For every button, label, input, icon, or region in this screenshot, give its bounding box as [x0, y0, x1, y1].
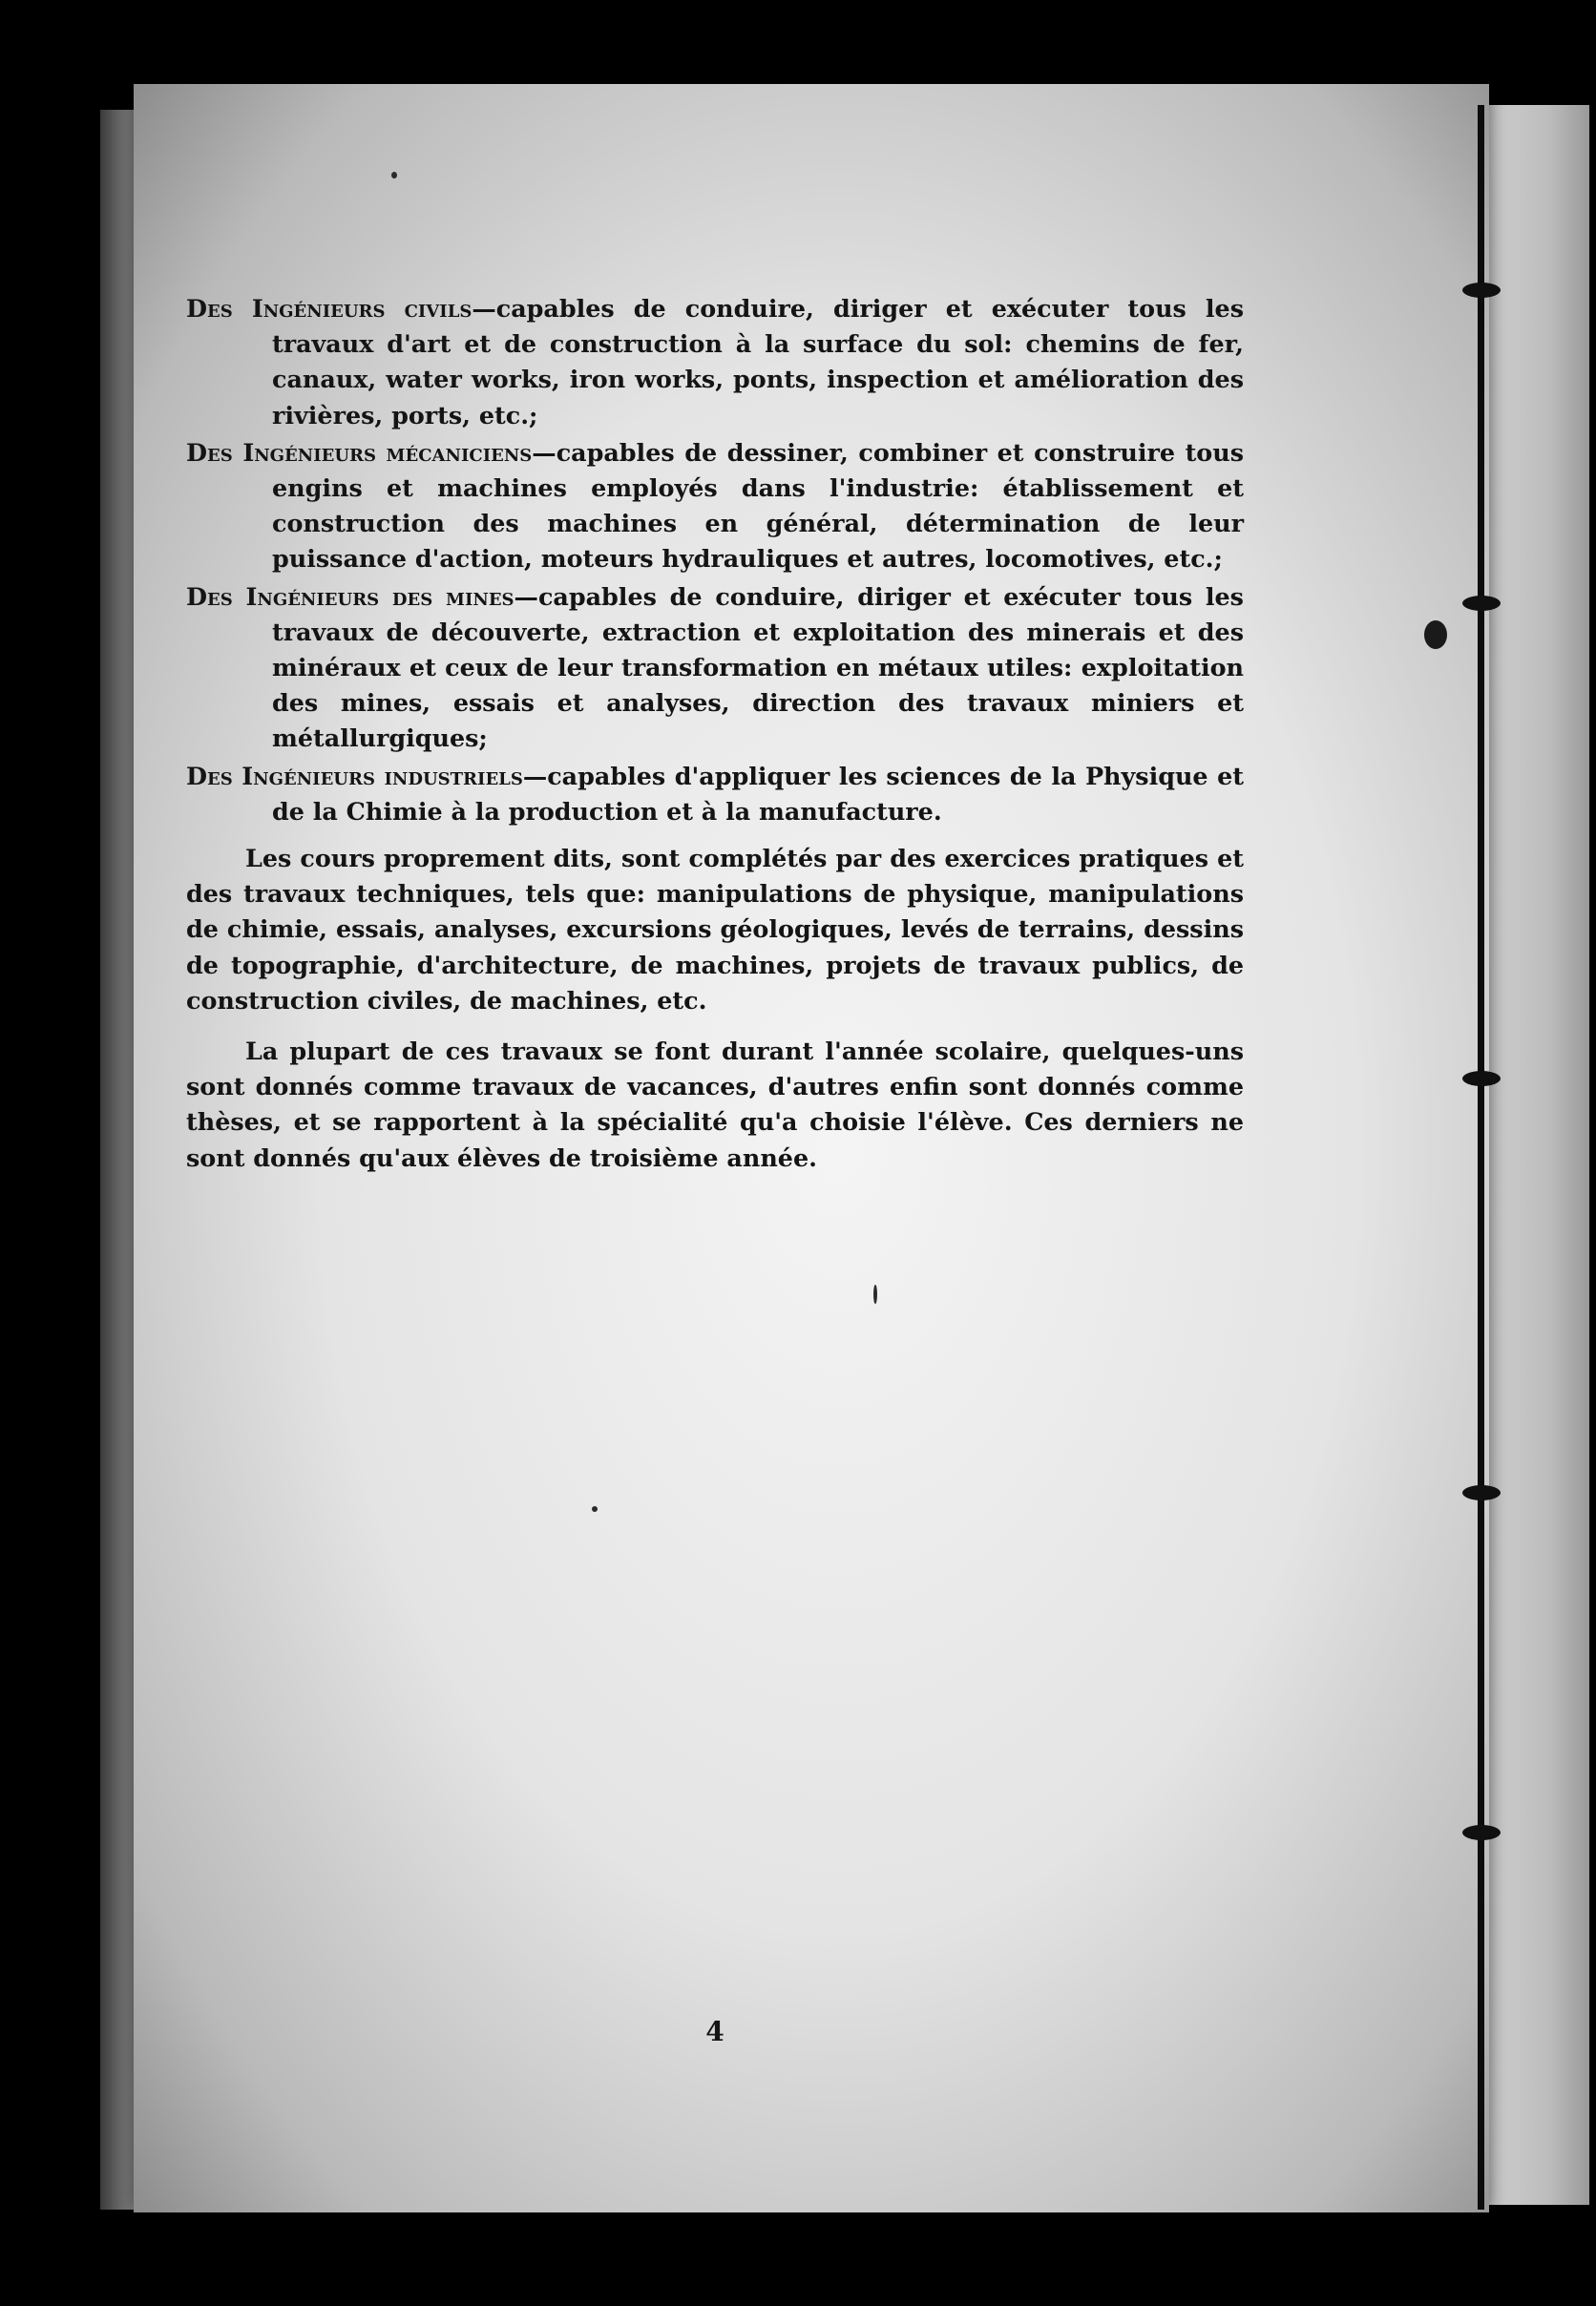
- paper-speck: [391, 172, 397, 178]
- entry-text: —capables d'appliquer les sciences de la Physique et de la Chimie à la production et à la manufacture.: [272, 761, 1245, 826]
- entry-lead: Des Ingénieurs civils: [186, 294, 472, 323]
- entry-civils: [186, 291, 1244, 433]
- entry-lead: Des Ingénieurs industriels: [186, 761, 523, 790]
- paper-speck: [592, 1506, 598, 1512]
- entry-industriels: [186, 759, 1244, 829]
- binding-stitch: [1462, 1825, 1501, 1840]
- entry-lead: Des Ingénieurs des mines: [186, 581, 514, 611]
- entry-text: —capables de conduire, diriger et exécuter tous les travaux de découverte, extraction et exploitation des minerais et des minéraux et ceux de leur transformation en métaux utiles: exploitation des mines, essais et analyses, direction des travaux miniers et métallurgiques;: [272, 581, 1244, 753]
- document-body: [186, 291, 1244, 1176]
- binding-stitch: [1462, 283, 1501, 298]
- binding-spine: [1478, 105, 1484, 2210]
- binding-stitch: [1462, 1071, 1501, 1086]
- paper-speck: [873, 1285, 877, 1304]
- entry-lead: Des Ingénieurs mécaniciens: [186, 437, 533, 467]
- facing-page-edge: [1484, 105, 1589, 2205]
- entry-mecaniciens: [186, 435, 1244, 577]
- entry-text: —capables de conduire, diriger et exécuter tous les travaux d'art et de construction à la surface du sol: chemins de fer, canaux, water works, iron works, ponts, inspection et amélioration des rivières, ports, etc.;: [272, 294, 1244, 430]
- binding-stitch: [1462, 596, 1501, 611]
- binding-stitch: [1462, 1485, 1501, 1500]
- entry-text: —capables de dessiner, combiner et construire tous engins et machines employés dans l'industrie: établissement et construction des machines en général, détermination de leur puissance d'action, moteurs hydrauliques et autres, locomotives, etc.;: [272, 437, 1244, 574]
- entry-mines: [186, 579, 1244, 757]
- paper-blot: [1424, 620, 1447, 649]
- paragraph-travaux: La plupart de ces travaux se font durant l'année scolaire, quelques-uns sont donnés comme travaux de vacances, d'autres enfin sont donnés comme thèses, et se rapportent à la spécialité qu'a choisie l'élève. Ces derniers ne sont donnés qu'aux élèves de troisième année.: [186, 1037, 1244, 1172]
- paragraph-exercices: Les cours proprement dits, sont complétés par des exercices pratiques et des travaux techniques, tels que: manipulations de physique, manipulations de chimie, essais, analyses, excursions géologiques, levés de terrains, dessins de topographie, d'architecture, de machines, projets de travaux publics, de construction civiles, de machines, etc.: [186, 844, 1244, 1015]
- page-number: 4: [705, 2016, 724, 2047]
